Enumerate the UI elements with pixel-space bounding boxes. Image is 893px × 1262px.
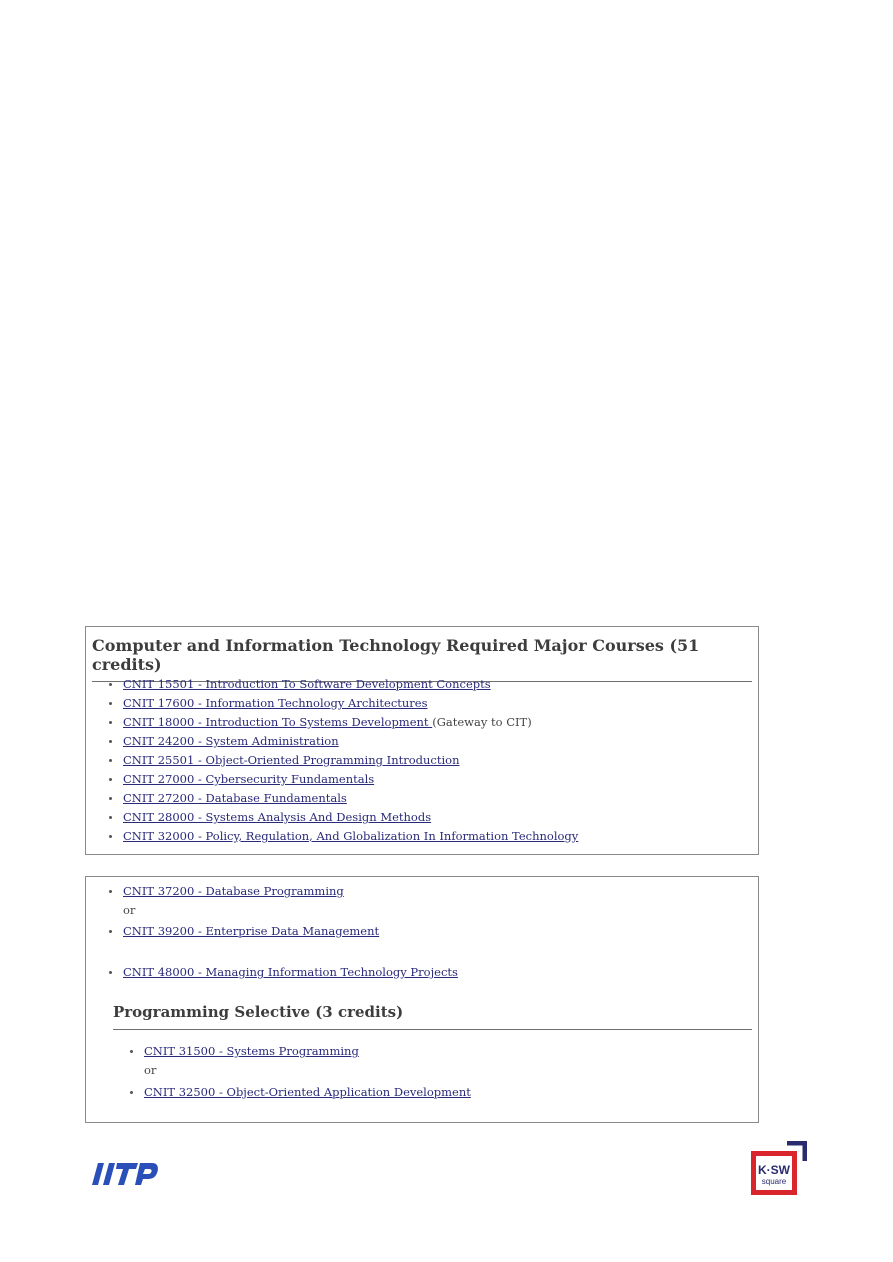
course-link[interactable]: CNIT 15501 - Introduction To Software Development Concepts — [123, 677, 491, 691]
course-link[interactable]: CNIT 27200 - Database Fundamentals — [123, 791, 347, 805]
list-item — [123, 827, 578, 846]
course-link[interactable]: CNIT 27000 - Cybersecurity Fundamentals — [123, 772, 375, 786]
or-connector: or — [123, 903, 136, 917]
course-link[interactable]: CNIT 25501 - Object-Oriented Programming Introduction — [123, 753, 460, 767]
list-item — [123, 770, 578, 789]
course-link[interactable]: CNIT 24200 - System Administration — [123, 734, 339, 748]
list-item — [123, 882, 344, 901]
list-item — [123, 751, 578, 770]
required-courses-panel — [85, 626, 759, 855]
additional-courses-panel — [85, 876, 759, 1123]
course-link[interactable]: CNIT 32500 - Object-Oriented Application Development — [144, 1085, 471, 1099]
or-connector: or — [144, 1063, 157, 1077]
course-note: (Gateway to CIT) — [432, 715, 532, 729]
course-link[interactable]: CNIT 18000 - Introduction To Systems Development — [123, 715, 433, 729]
ksw-logo-title: K·SW — [758, 1163, 790, 1177]
list-item — [123, 675, 578, 694]
ksw-square-logo — [749, 1141, 807, 1197]
course-link[interactable]: CNIT 28000 - Systems Analysis And Design Methods — [123, 810, 432, 824]
course-link[interactable]: CNIT 48000 - Managing Information Technology Projects — [123, 965, 458, 979]
course-link[interactable]: CNIT 37200 - Database Programming — [123, 884, 344, 898]
list-item — [123, 789, 578, 808]
list-item — [123, 713, 578, 732]
course-link[interactable]: CNIT 39200 - Enterprise Data Management — [123, 924, 380, 938]
course-link[interactable]: CNIT 31500 - Systems Programming — [144, 1044, 359, 1058]
section-heading: Programming Selective (3 credits) — [113, 1003, 752, 1030]
course-list — [123, 675, 578, 846]
section-heading: Computer and Information Technology Required Major Courses (51 credits) — [92, 636, 752, 682]
list-item — [123, 694, 578, 713]
list-item — [123, 922, 379, 941]
iitp-logo — [92, 1160, 158, 1188]
course-link[interactable]: CNIT 32000 - Policy, Regulation, And Globalization In Information Technology — [123, 829, 579, 843]
list-item — [123, 732, 578, 751]
list-item — [123, 963, 458, 982]
ksw-logo-subtitle: square — [761, 1177, 787, 1186]
course-link[interactable]: CNIT 17600 - Information Technology Architectures — [123, 696, 428, 710]
list-item — [144, 1042, 359, 1061]
list-item — [123, 808, 578, 827]
iitp-logo-mark — [92, 1163, 158, 1185]
list-item — [144, 1083, 471, 1102]
